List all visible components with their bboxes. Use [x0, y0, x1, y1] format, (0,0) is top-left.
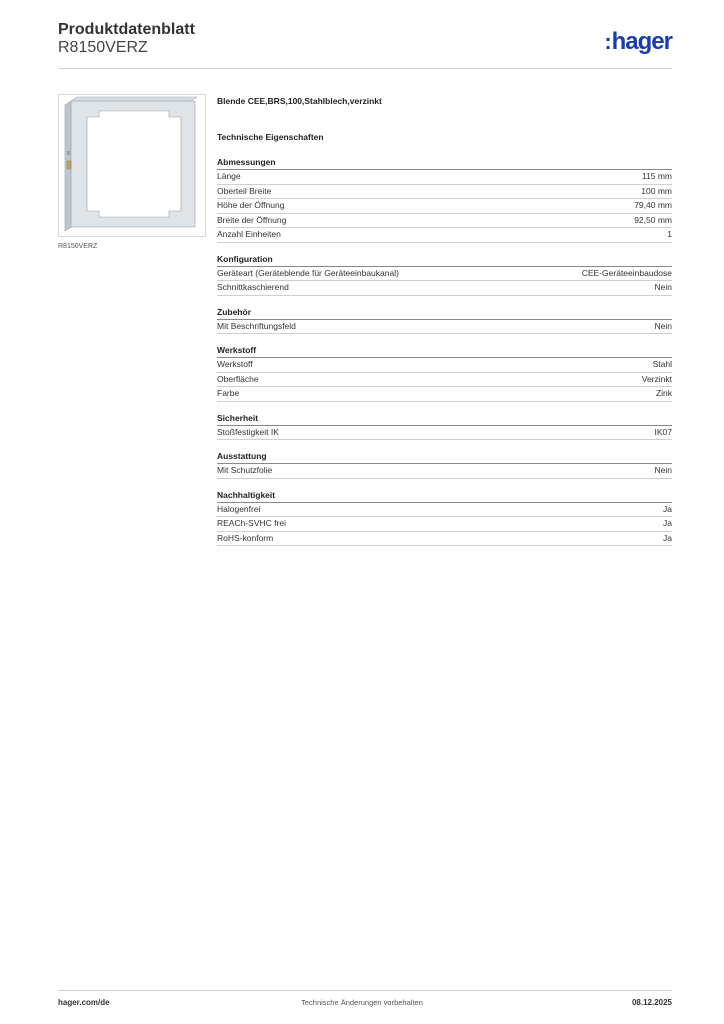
- section-heading: Nachhaltigkeit: [217, 489, 672, 503]
- spec-row: [217, 281, 672, 296]
- page-title: Produktdatenblatt: [58, 21, 195, 38]
- spec-label: Anzahl Einheiten: [217, 229, 281, 239]
- spec-row: [217, 503, 672, 518]
- footer-disclaimer: Technische Änderungen vorbehalten: [301, 998, 423, 1007]
- spec-row: [217, 426, 672, 441]
- spec-section: [217, 253, 672, 296]
- spec-row: [217, 387, 672, 402]
- spec-section: [217, 450, 672, 479]
- spec-label: Mit Beschriftungsfeld: [217, 320, 296, 331]
- spec-row: [217, 214, 672, 229]
- cover-plate-illustration: [59, 95, 205, 236]
- footer-website: hager.com/de: [58, 998, 110, 1007]
- spec-value: CEE-Geräteeinbaudose: [581, 267, 672, 278]
- section-heading: Werkstoff: [217, 344, 672, 358]
- technical-properties-title: Technische Eigenschaften: [217, 132, 324, 142]
- spec-label: Stoßfestigkeit IK: [217, 426, 279, 437]
- spec-row: [217, 358, 672, 373]
- spec-sections: [217, 156, 672, 546]
- spec-row: [217, 267, 672, 282]
- spec-label: Farbe: [217, 388, 240, 398]
- spec-row: [217, 185, 672, 200]
- section-heading: Sicherheit: [217, 412, 672, 426]
- header-divider: [58, 68, 672, 69]
- spec-value: 79,40 mm: [634, 200, 672, 210]
- spec-row: [217, 320, 672, 335]
- spec-row: [217, 373, 672, 388]
- spec-row: [217, 532, 672, 547]
- spec-value: 115 mm: [641, 171, 672, 181]
- spec-value: 100 mm: [641, 185, 672, 196]
- product-code: R8150VERZ: [58, 39, 148, 56]
- logo-text: hager: [611, 28, 672, 55]
- image-caption: R8150VERZ: [58, 243, 98, 250]
- product-image: [58, 94, 206, 237]
- spec-row: [217, 517, 672, 532]
- spec-value: 1: [667, 229, 672, 239]
- spec-value: IK07: [654, 426, 672, 437]
- spec-row: [217, 464, 672, 479]
- spec-value: Ja: [663, 532, 672, 543]
- footer-date: 08.12.2025: [631, 998, 672, 1007]
- spec-value: Zink: [655, 388, 672, 398]
- spec-value: Verzinkt: [641, 373, 672, 384]
- section-heading: Abmessungen: [217, 156, 672, 170]
- spec-label: Länge: [217, 171, 241, 181]
- spec-label: REACh-SVHC frei: [217, 518, 286, 528]
- spec-label: Höhe der Öffnung: [217, 200, 285, 210]
- spec-row: [217, 228, 672, 243]
- spec-value: 92,50 mm: [634, 214, 672, 225]
- spec-section: [217, 156, 672, 243]
- spec-value: Nein: [654, 465, 672, 475]
- spec-value: Nein: [654, 282, 672, 292]
- spec-value: Stahl: [652, 359, 672, 369]
- spec-section: [217, 412, 672, 441]
- spec-value: Ja: [663, 518, 672, 528]
- spec-section: [217, 306, 672, 335]
- section-heading: Zubehör: [217, 306, 672, 320]
- spec-label: Oberteil Breite: [217, 185, 272, 196]
- spec-label: Oberfläche: [217, 373, 259, 384]
- spec-label: Halogenfrei: [217, 503, 261, 514]
- section-heading: Ausstattung: [217, 450, 672, 464]
- spec-section: [217, 489, 672, 547]
- spec-value: Ja: [663, 503, 672, 514]
- spec-label: RoHS-konform: [217, 532, 274, 543]
- hager-logo: :hager: [604, 28, 672, 55]
- spec-section: [217, 344, 672, 402]
- spec-label: Schnittkaschierend: [217, 282, 289, 292]
- section-heading: Konfiguration: [217, 253, 672, 267]
- spec-label: Geräteart (Geräteblende für Geräteeinbaukanal): [217, 267, 399, 278]
- footer-divider: [58, 990, 672, 991]
- spec-row: [217, 170, 672, 185]
- spec-label: Breite der Öffnung: [217, 214, 287, 225]
- product-description: Blende CEE,BRS,100,Stahlblech,verzinkt: [217, 96, 382, 106]
- spec-value: Nein: [654, 320, 672, 331]
- spec-row: [217, 199, 672, 214]
- spec-label: Werkstoff: [217, 359, 253, 369]
- spec-content: [217, 96, 672, 556]
- spec-label: Mit Schutzfolie: [217, 465, 273, 475]
